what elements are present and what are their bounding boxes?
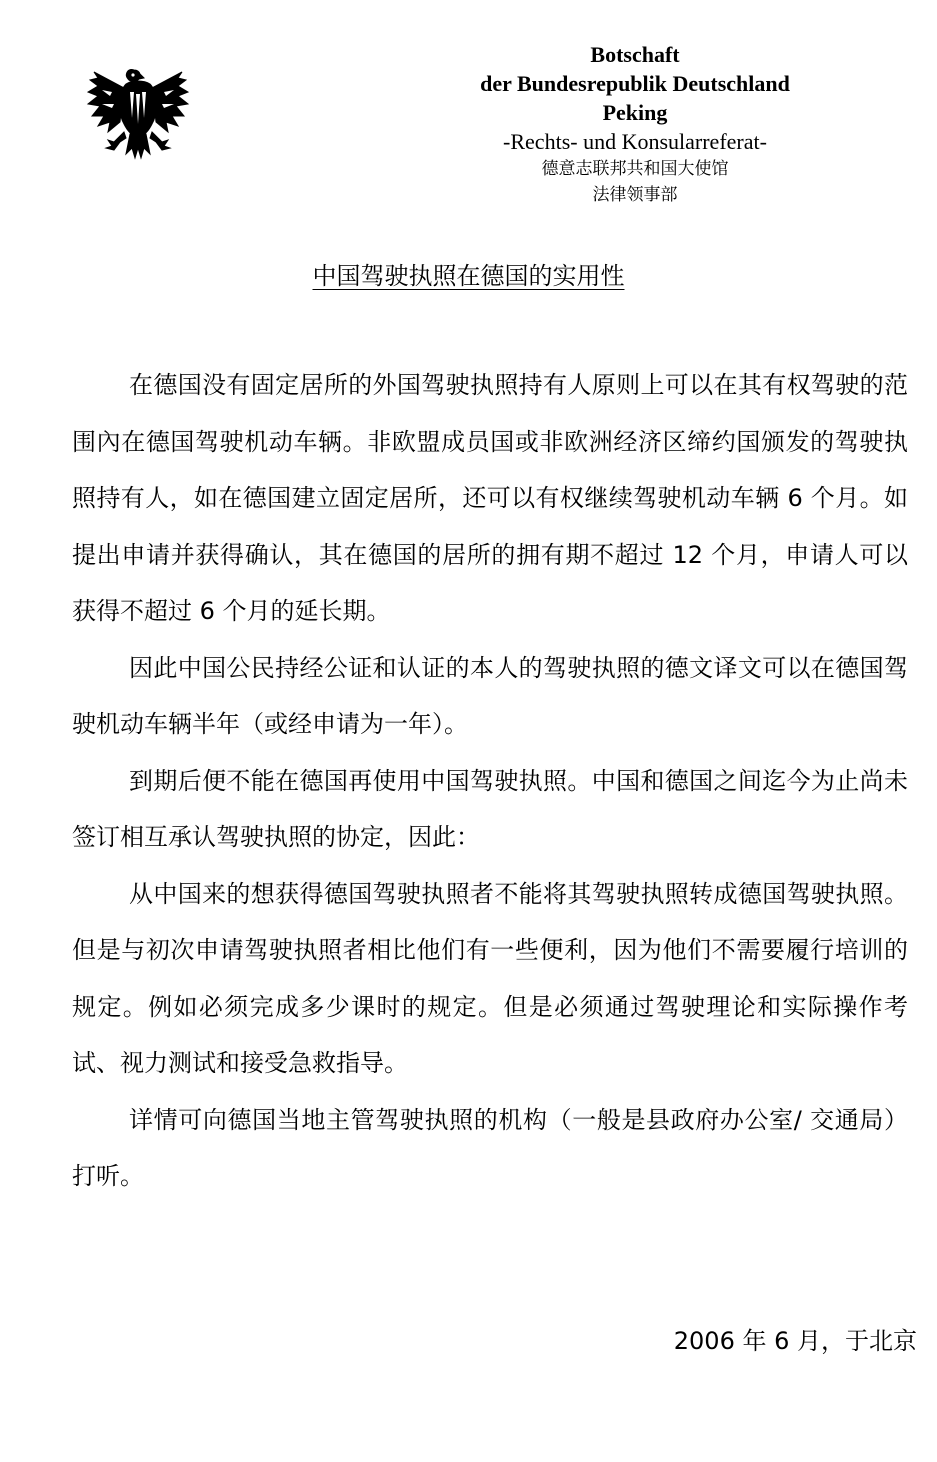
paragraph-4: 从中国来的想获得德国驾驶执照者不能将其驾驶执照转成德国驾驶执照。但是与初次申请驾驶执照者相比他们有一些便利，因为他们不需要履行培训的规定。例如必须完成多少课时的规定。但是必须通过驾驶理论和实际操作考试、视力测试和接受急救指导。 [72,879,908,1077]
document-title-block [0,258,937,294]
paragraph-3: 到期后便不能在德国再使用中国驾驶执照。中国和德国之间迄今为止尚未签订相互承认驾驶执照的协定，因此： [72,766,908,851]
document-body [72,357,908,1205]
letterhead-line-country: der Bundesrepublik Deutschland [480,71,790,96]
letterhead-line-city: Peking [602,100,668,125]
paragraph-5: 详情可向德国当地主管驾驶执照的机构（一般是县政府办公室/ 交通局）打听。 [72,1105,908,1190]
paragraph-2: 因此中国公民持经公证和认证的本人的驾驶执照的德文译文可以在德国驾驶机动车辆半年（或经申请为一年）。 [72,653,908,738]
paragraph-1: 在德国没有固定居所的外国驾驶执照持有人原则上可以在其有权驾驶的范围內在德国驾驶机动车辆。非欧盟成员国或非欧洲经济区缔约国颁发的驾驶执照持有人，如在德国建立固定居所，还可以有权继续驾驶机动车辆 6 个月。如提出申请并获得确认，其在德国的居所的拥有期不超过 12 个月，申请人可以获得不超过 6 个月的延长期。 [72,371,908,625]
letterhead-line-botschaft: Botschaft [590,42,680,67]
letterhead-line-embassy-cn: 德意志联邦共和国大使馆 [541,159,729,179]
letterhead-line-department: -Rechts- und Konsularreferat- [503,129,767,154]
letterhead-line-department-cn: 法律领事部 [592,185,678,205]
letterhead [440,40,830,208]
federal-eagle-icon [84,62,192,164]
document-title: 中国驾驶执照在德国的实用性 [312,262,625,290]
date-place: 2006 年 6 月，于北京 [673,1327,917,1355]
